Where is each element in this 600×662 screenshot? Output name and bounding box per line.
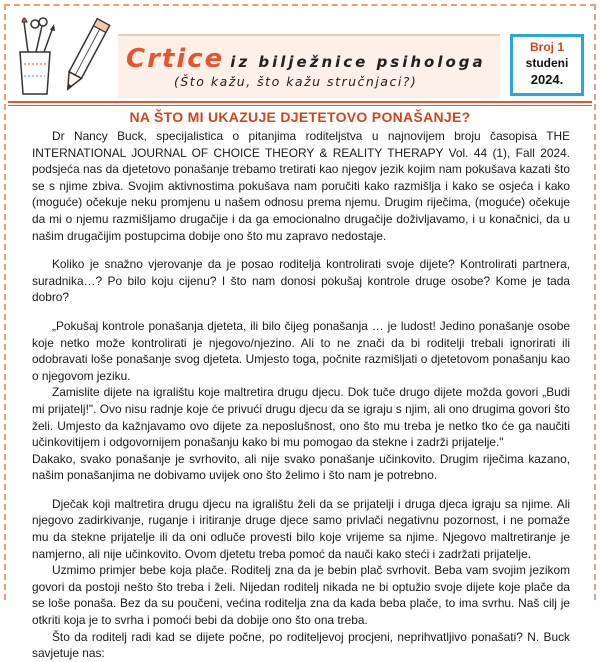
title-main: Crtice	[126, 44, 225, 74]
issue-badge	[510, 34, 584, 96]
paragraph: Dječak koji maltretira drugu djecu na igralištu želi da se prijatelji i druga djeca igraju sa njime. Ali njegovo zadirkivanje, ruganje i iritiranje druge djece samo privlači negativnu pozornost, i ne pomaže mu da stekne prijatelje ili da oni odluče provesti bilo koje vrijeme sa njime. Njegovo maltretiranje je namjerno, ali nije učinkovito. Ovom djetetu treba pomoć da nauči kako steći i zadržati prijatelje.	[32, 496, 570, 561]
header-divider-thin	[8, 105, 592, 106]
paragraph: Dakako, svako ponašanje je svrhovito, ali nije svako ponašanje učinkovito. Drugim riječima kazano, našim ponašanjima ne dobivamo uvijek ono što želimo i što nam je potrebno.	[32, 451, 570, 483]
paragraph: „Pokušaj kontrole ponašanja djeteta, ili bilo čijeg ponašanja … je ludost! Jedino ponašanje osobe koje netko može kontrolirati je njegovo/njezino. Ali to ne znači da bi roditelji trebali ignorirati ili odobravati loše ponašanje svog djeteta. Umjesto toga, počnite razmišljati o djetetovom ponašanju kao o njegovom jeziku.	[32, 318, 570, 383]
paragraph: Koliko je snažno vjerovanje da je posao roditelja kontrolirati svoje dijete? Kontrolirati partnera, suradnika…? Po bilo koju cijenu? I što nam donosi pokušaj kontrole druge osobe? Kome je tada dobro?	[32, 257, 570, 305]
newsletter-subtitle: (Što kažu, što kažu stručnjaci?)	[174, 74, 418, 89]
issue-year: 2024.	[530, 72, 564, 87]
article-headline: NA ŠTO MI UKAZUJE DJETETOVO PONAŠANJE?	[129, 109, 471, 125]
page-border-top	[4, 4, 596, 6]
pencil-icon	[56, 14, 116, 100]
page-border-right	[594, 4, 596, 600]
paragraph: Uzmimo primjer bebe koja plače. Roditelj zna da je bebin plač svrhovit. Beba vam svojim jezikom govori da postoji nešto što treba i želi. Nijedan roditelj nikada ne bi optužio svoje dijete koje plače da se loše ponaša. Bez da su poučeni, većina roditelja zna da kada beba plače, to ima svrhu. Naš cilj je otkriti koja je to svrha i pomoći bebi da dobije ono što ona treba.	[32, 563, 570, 628]
page-border-left	[4, 4, 6, 600]
newsletter-title	[126, 44, 486, 74]
issue-month: studeni	[525, 56, 569, 70]
paragraph: Zamislite dijete na igralištu koje maltretira drugu djecu. Dok tuče drugo dijete možda govori „Budi mi prijatelj!". Ovo nisu radnje koje će privući drugu djecu da se igraju s njim, ali ono drugima govori što želi. Umjesto da kažnjavamo ovo dijete za neposlušnost, ono što mu treba je netko tko će ga naučiti učinkovitijem i odgovornijem ponašanju kako bi mu pomogao da stekne i zadrži prijatelje."	[32, 385, 570, 450]
paragraph: Što da roditelj radi kad se dijete počne, po roditeljevoj procjeni, neprihvatljivo ponašati? N. Buck savjetuje nas:	[32, 629, 570, 661]
header-divider	[8, 101, 592, 103]
article-body	[32, 128, 570, 662]
title-rest: iz bilježnice psihologa	[230, 53, 486, 71]
paragraph: Dr Nancy Buck, specijalistica o pitanjima roditeljstva u najnovijem broju časopisa THE INTERNATIONAL JOURNAL OF CHOICE THEORY & REALITY THERAPY Vol. 44 (1), Fall 2024. podsjeća nas da djetetovo ponašanje trebamo tretirati kao njegov jezik kojim nam pokušava kazati što se s njime zbiva. Svojim aktivnostima pokušava nam poručiti kako razmišlja i kako se osjeća i kako (moguće) očekuje neku promjenu u našem odnosu prema njemu. Drugim riječima, (moguće) očekuje da mi o njemu razmišljamo drugačije i da ga emocionalno drugačije doživljavamo, i u konačnici, da u našim drugačijim postupcima dobije ono što mu zapravo nedostaje.	[32, 129, 570, 243]
issue-number: Broj 1	[529, 40, 564, 54]
